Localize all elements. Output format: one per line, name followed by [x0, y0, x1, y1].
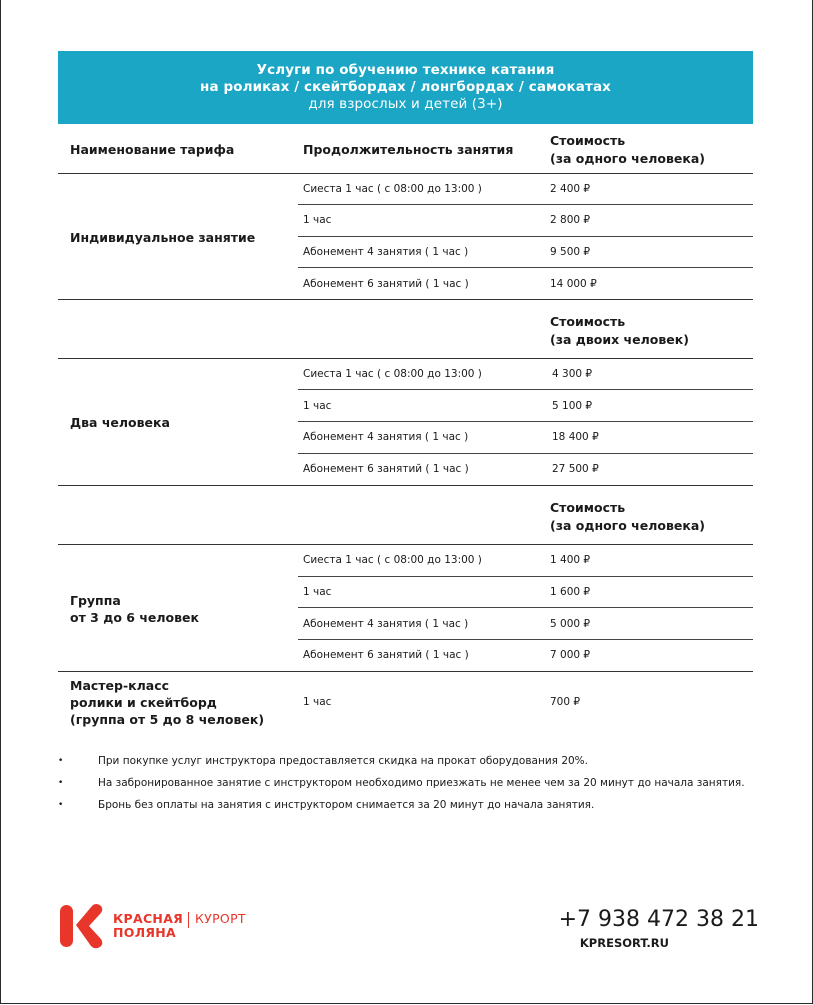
divider — [58, 173, 753, 174]
row-duration: 1 час — [303, 696, 332, 708]
col-header-name: Наименование тарифа — [70, 142, 235, 157]
row-price: 9 500 ₽ — [550, 246, 591, 258]
title-line-3: для взрослых и детей (3+) — [308, 96, 503, 112]
row-price: 2 800 ₽ — [550, 214, 591, 226]
logo-subtitle: КУРОРТ — [195, 911, 246, 926]
row-duration: Абонемент 4 занятия ( 1 час ) — [303, 431, 469, 443]
note-item — [58, 754, 758, 776]
note-item — [58, 776, 758, 798]
row-price: 18 400 ₽ — [552, 431, 599, 443]
row-duration: Сиеста 1 час ( с 08:00 до 13:00 ) — [303, 368, 482, 380]
divider — [58, 485, 753, 486]
bullet-icon: • — [58, 756, 64, 766]
divider — [298, 576, 753, 577]
note-text: При покупке услуг инструктора предоставляется скидка на прокат оборудования 20%. — [98, 755, 588, 767]
row-price: 7 000 ₽ — [550, 649, 591, 661]
row-price: 1 400 ₽ — [550, 554, 591, 566]
divider — [298, 204, 753, 205]
title-line-1: Услуги по обучению технике катания — [256, 62, 555, 78]
bullet-icon: • — [58, 800, 64, 810]
row-price: 4 300 ₽ — [552, 368, 593, 380]
row-price: 1 600 ₽ — [550, 586, 591, 598]
k-logo-icon — [58, 903, 108, 949]
row-duration: Сиеста 1 час ( с 08:00 до 13:00 ) — [303, 183, 482, 195]
row-price: 14 000 ₽ — [550, 278, 597, 290]
divider — [298, 421, 753, 422]
row-price: 5 100 ₽ — [552, 400, 593, 412]
brand-logo — [58, 900, 258, 950]
divider — [298, 639, 753, 640]
row-duration: Абонемент 4 занятия ( 1 час ) — [303, 246, 469, 258]
row-duration: 1 час — [303, 586, 332, 598]
divider — [298, 236, 753, 237]
divider — [298, 267, 753, 268]
logo-line-1: КРАСНАЯ — [113, 911, 184, 926]
phone-number[interactable]: +7 938 472 38 21 — [558, 907, 759, 932]
col-header-price-2: (за одного человека) — [550, 151, 705, 166]
notes-list — [58, 754, 758, 820]
tariff-name-group-1: Группа — [70, 593, 121, 608]
row-duration: Абонемент 6 занятий ( 1 час ) — [303, 649, 469, 661]
logo-wordmark — [113, 912, 183, 940]
row-duration: 1 час — [303, 214, 332, 226]
divider — [58, 671, 753, 672]
note-text: Бронь без оплаты на занятия с инструктором снимается за 20 минут до начала занятия. — [98, 799, 595, 811]
title-line-2: на роликах / скейтбордах / лонгбордах / самокатах — [200, 79, 611, 95]
title-banner — [58, 51, 753, 124]
divider — [298, 389, 753, 390]
bullet-icon: • — [58, 778, 64, 788]
logo-separator — [188, 912, 189, 928]
tariff-name-master-2: ролики и скейтборд — [70, 695, 217, 710]
row-duration: 1 час — [303, 400, 332, 412]
note-text: На забронированное занятие с инструктором необходимо приезжать не менее чем за 20 минут до начала занятия. — [98, 777, 745, 789]
tariff-name-two: Два человека — [70, 415, 170, 430]
row-duration: Абонемент 6 занятий ( 1 час ) — [303, 463, 469, 475]
tariff-name-individual: Индивидуальное занятие — [70, 230, 256, 245]
divider — [298, 453, 753, 454]
col-header-duration: Продолжительность занятия — [303, 142, 514, 157]
row-duration: Абонемент 4 занятия ( 1 час ) — [303, 618, 469, 630]
row-price: 2 400 ₽ — [550, 183, 591, 195]
website-link[interactable]: KPRESORT.RU — [579, 936, 669, 950]
row-price: 700 ₽ — [550, 696, 581, 708]
row-price: 5 000 ₽ — [550, 618, 591, 630]
price-header-2: (за одного человека) — [550, 518, 705, 533]
divider — [298, 607, 753, 608]
tariff-name-master-1: Мастер-класс — [70, 678, 170, 693]
divider — [58, 544, 753, 545]
row-price: 27 500 ₽ — [552, 463, 599, 475]
price-header-1: Стоимость — [550, 500, 626, 515]
divider — [58, 358, 753, 359]
row-duration: Абонемент 6 занятий ( 1 час ) — [303, 278, 469, 290]
logo-line-2: ПОЛЯНА — [113, 925, 177, 940]
tariff-name-master-3: (группа от 5 до 8 человек) — [70, 712, 265, 727]
divider — [58, 299, 753, 300]
tariff-name-group-2: от 3 до 6 человек — [70, 610, 199, 625]
note-item — [58, 798, 758, 820]
price-header-2: (за двоих человек) — [550, 332, 689, 347]
row-duration: Сиеста 1 час ( с 08:00 до 13:00 ) — [303, 554, 482, 566]
price-header-1: Стоимость — [550, 314, 626, 329]
col-header-price-1: Стоимость — [550, 133, 626, 148]
